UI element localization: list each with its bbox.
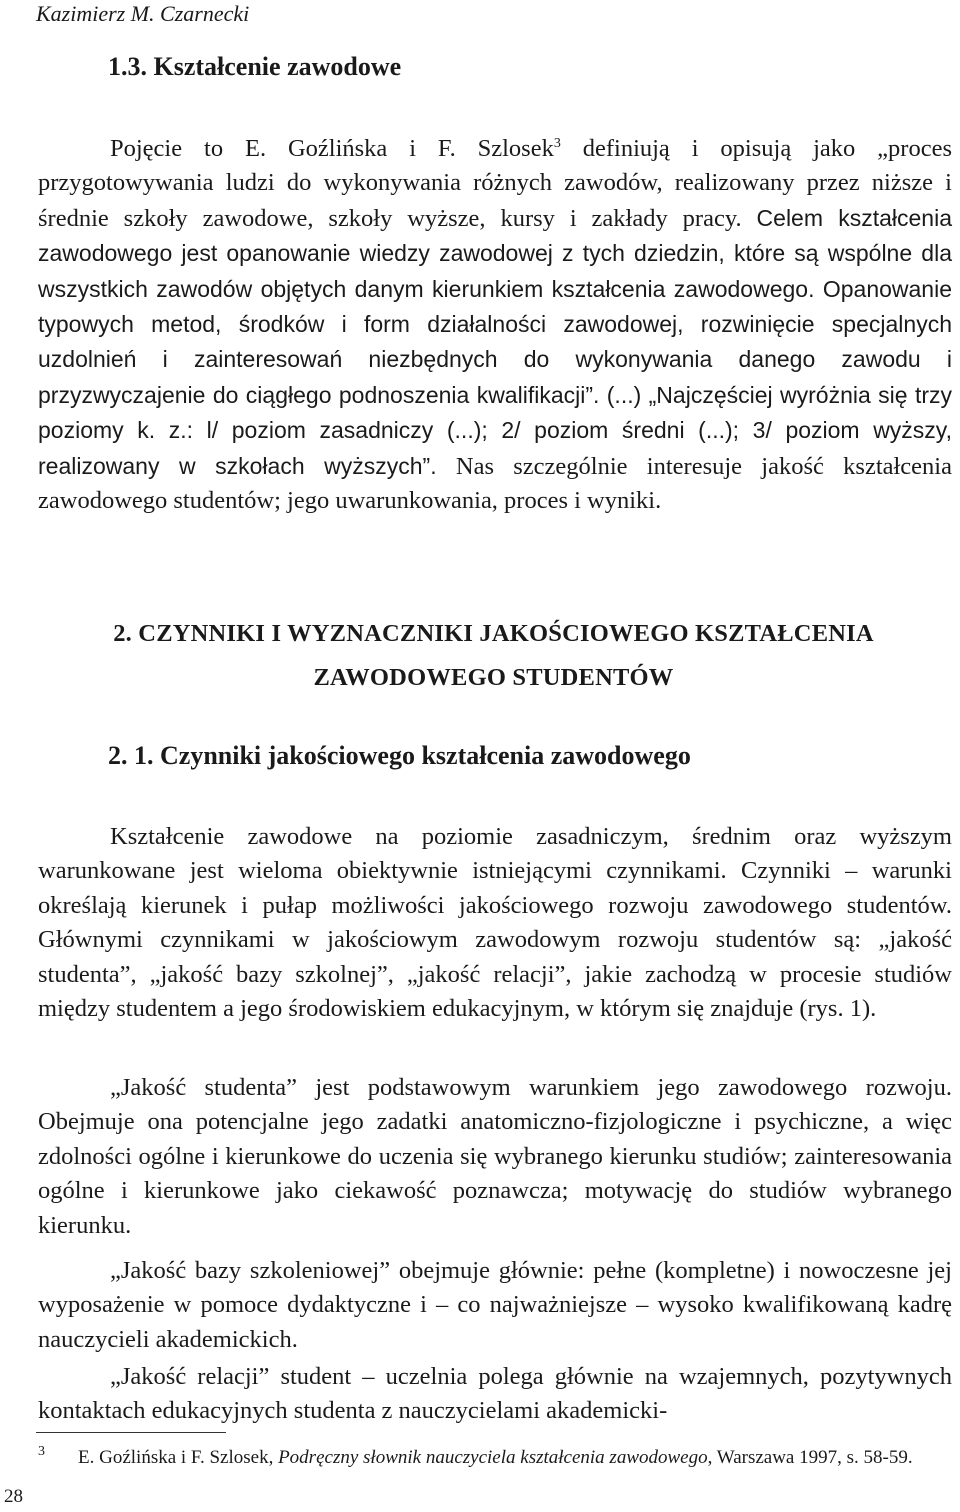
paragraph-part-a: Pojęcie to E. Goźlińska i F. Szlosek: [110, 135, 554, 162]
footnote-number: 3: [38, 1444, 45, 1459]
footnote-authors: E. Goźlińska i F. Szlosek,: [78, 1447, 279, 1468]
footnote-publication: , Warszawa 1997, s. 58-59.: [707, 1447, 913, 1468]
section-title-2-1: 2. 1. Czynniki jakościowego kształcenia zawodowego: [108, 741, 691, 770]
section-title-2: 2. CZYNNIKI I WYZNACZNIKI JAKOŚCIOWEGO KSZTAŁCENIA ZAWODOWEGO STUDENTÓW: [113, 620, 874, 691]
running-header-author: Kazimierz M. Czarnecki: [36, 1, 250, 26]
footnote-text: [38, 1444, 952, 1471]
page-number: 28: [4, 1486, 23, 1507]
paragraph-jakosc-relacji: „Jakość relacji” student – uczelnia polega głównie na wzajemnych, pozytywnych kontaktach edukacyjnych studenta z nauczycielami akademicki-: [38, 1363, 952, 1425]
footnote-book-title: Podręczny słownik nauczyciela kształcenia zawodowego: [278, 1447, 708, 1468]
section-title-1-3: 1.3. Kształcenie zawodowe: [108, 52, 402, 81]
paragraph-part-d: Nas szczególnie interesuje jakość kształcenia zawodowego studentów; jego uwarunkowania, proces i wyniki.: [38, 452, 952, 515]
quoted-definition: Celem kształcenia zawodowego jest opanowanie wiedzy zawodowej z tych dziedzin, które są wspólne dla wszystkich zawodów objętych danym kierunkiem kształcenia zawodowego. Opanowanie typowych metod, środków i form działalności zawodowej, rozwinięcie specjalnych uzdolnień i zainteresowań niezbędnych do wykonywania danego zawodu i przyzwyczajenie do ciągłego podnoszenia kwalifikacji”. (...) „Najczęściej wyróżnia się trzy poziomy k. z.: l/ poziom zasadniczy (...); 2/ poziom średni (...); 3/ poziom wyższy, realizowany w szkołach wyższych”.: [38, 204, 952, 479]
footnote-ref: 3: [553, 135, 561, 151]
paragraph-part-b: definiują i opisują jako „proces przygotowywania ludzi do wykonywania różnych zawodów, realizowany przez niższe i średnie szkoły zawodowe, szkoły wyższe, kursy i zakłady pracy.: [38, 135, 952, 232]
paragraph-czynniki: Kształcenie zawodowe na poziomie zasadniczym, średnim oraz wyższym warunkowane jest wieloma obiektywnie istniejącymi czynnikami. Czynniki – warunki określają kierunek i pułap możliwości jakościowego rozwoju zawodowego studentów. Głównymi czynnikami w jakościowym zawodowym rozwoju studentów są: „jakość studenta”, „jakość bazy szkolnej”, „jakość relacji”, jakie zachodzą w procesie studiów między studentem a jego środowiskiem edukacyjnym, w którym się znajduje (rys. 1).: [38, 823, 952, 1023]
paragraph-jakosc-bazy: „Jakość bazy szkoleniowej” obejmuje głównie: pełne (kompletne) i nowoczesne jej wyposażenie w pomoce dydaktyczne i – co najważniejsze – wysoko kwalifikowaną kadrę nauczycieli akademickich.: [38, 1257, 952, 1353]
footnote: [38, 1444, 952, 1471]
footnote-separator: [36, 1432, 226, 1433]
paragraph-jakosc-studenta: „Jakość studenta” jest podstawowym warunkiem jego zawodowego rozwoju. Obejmuje ona potencjalne jego zadatki anatomiczno-fizjologiczne i psychiczne, a więc zdolności ogólne i kierunkowe do uczenia się wybranego kierunku studiów; zainteresowania ogólne i kierunkowe jako ciekawość poznawcza; motywację do studiów wybranego kierunku.: [38, 1074, 952, 1239]
paragraph-kształcenie-zawodowe: [38, 132, 952, 518]
